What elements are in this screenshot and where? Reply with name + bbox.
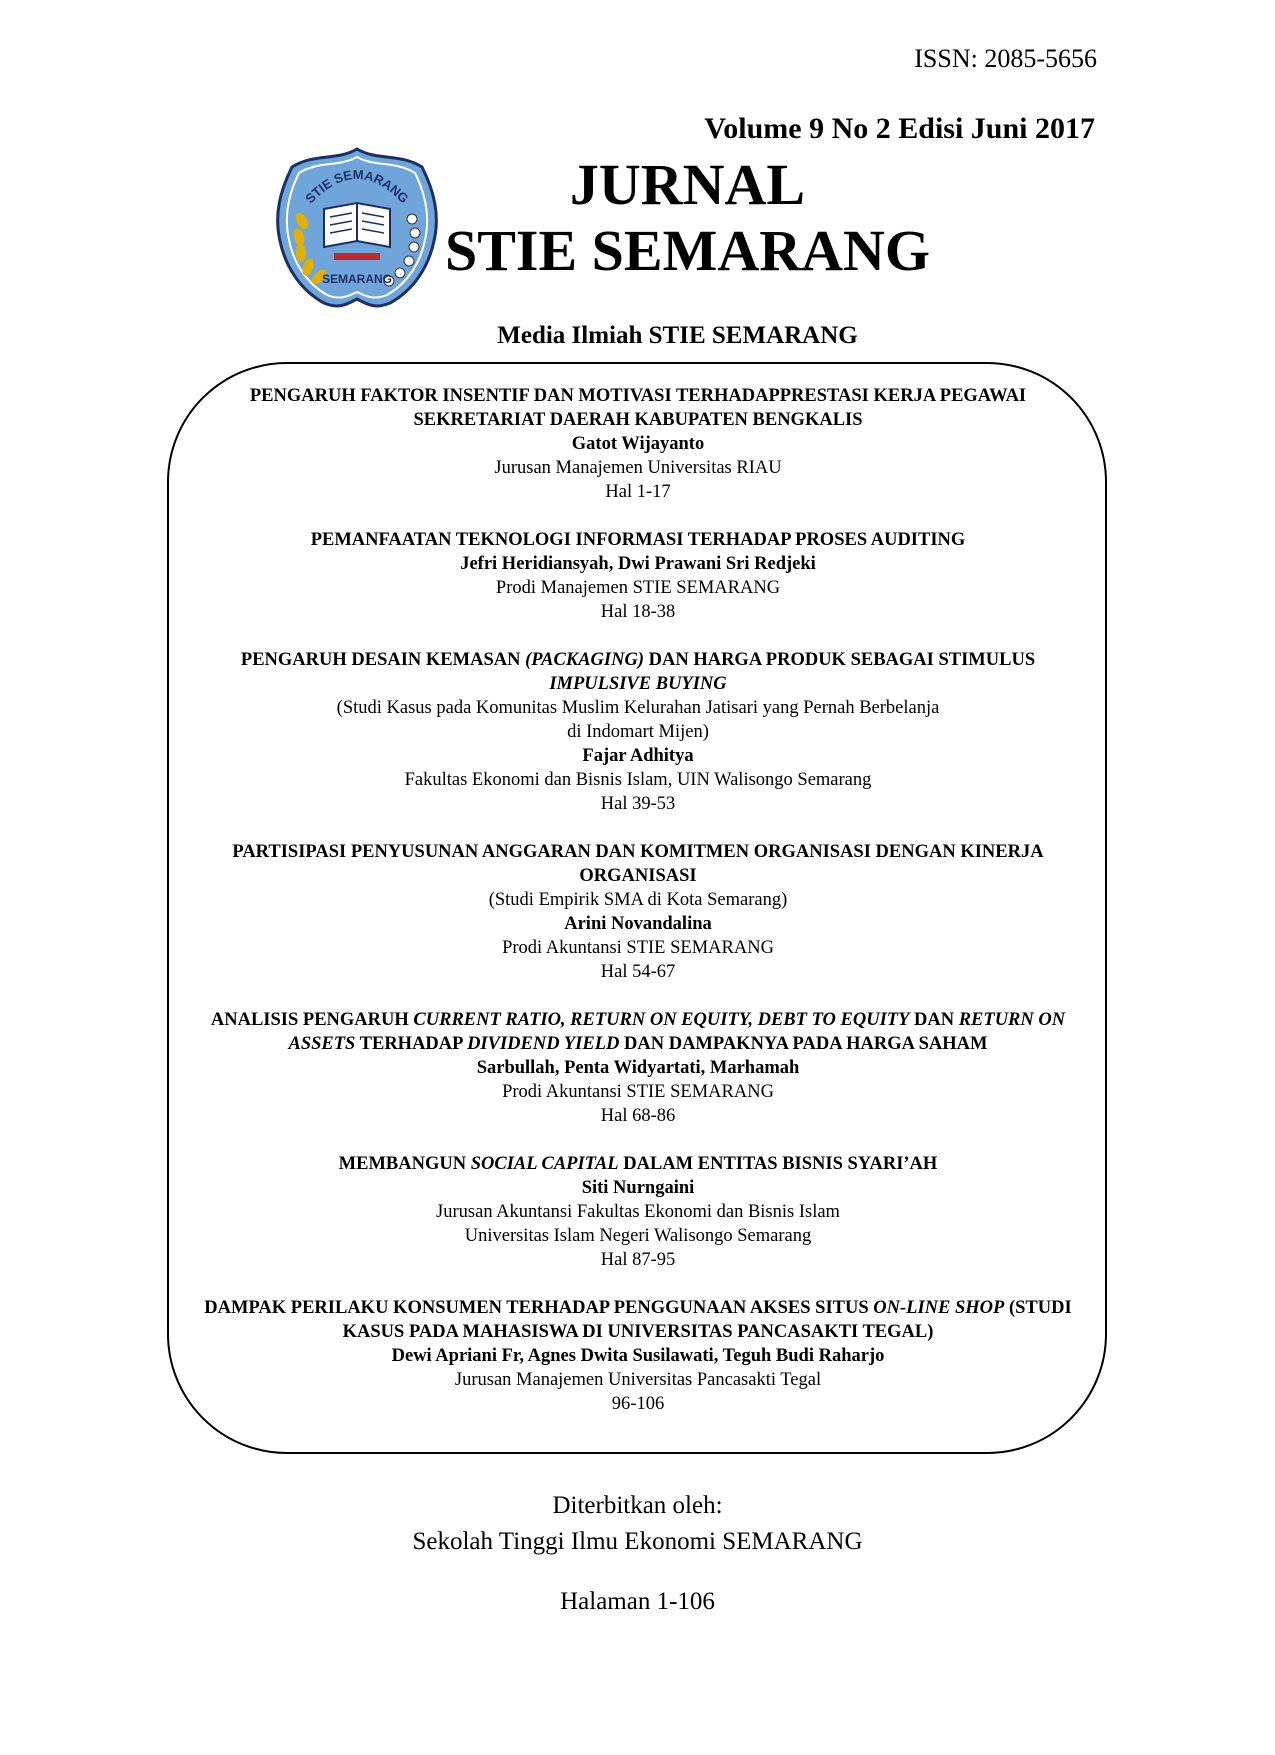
logo-bottom-text: SEMARANG: [321, 272, 393, 286]
article-entry: [200, 1296, 1076, 1416]
logo-top-text: STIE SEMARANG: [302, 166, 412, 207]
article-entry: [200, 528, 1076, 624]
article-title-part: MEMBANGUN: [338, 1154, 471, 1174]
article-subtitle: di Indomart Mijen): [567, 722, 709, 742]
article-title-part: RETURN ON ASSETS: [288, 1010, 1066, 1054]
article-authors: Arini Novandalina: [564, 914, 712, 934]
issn-number: ISSN: 2085-5656: [914, 44, 1097, 73]
article-title-part: (STUDI KASUS PADA MAHASISWA DI UNIVERSITAS PANCASAKTI TEGAL): [342, 1298, 1072, 1342]
article-authors: Jefri Heridiansyah, Dwi Prawani Sri Redjeki: [460, 554, 816, 574]
article-entry: [200, 1008, 1076, 1128]
article-affiliation: Jurusan Manajemen Universitas Pancasakti Tegal: [454, 1370, 822, 1390]
article-title-part: ANALISIS PENGARUH: [210, 1010, 414, 1030]
article-subtitle: (Studi Empirik SMA di Kota Semarang): [488, 890, 788, 910]
article-title-part: SOCIAL CAPITAL: [470, 1154, 619, 1174]
article-title: [200, 384, 1076, 432]
article-pages: Hal 1-17: [605, 482, 671, 502]
article-title: [200, 648, 1076, 696]
published-by-label: Diterbitkan oleh:: [552, 1492, 723, 1519]
article-subtitle: (Studi Kasus pada Komunitas Muslim Kelurahan Jatisari yang Pernah Berbelanja: [336, 698, 940, 718]
article-affiliation: Jurusan Manajemen Universitas RIAU: [494, 458, 782, 478]
article-affiliation: Universitas Islam Negeri Walisongo Semarang: [464, 1226, 812, 1246]
volume-edition: Volume 9 No 2 Edisi Juni 2017: [704, 112, 1095, 145]
article-pages: Hal 18-38: [600, 602, 676, 622]
article-authors: Siti Nurngaini: [581, 1178, 695, 1198]
article-title-part: TERHADAP: [355, 1034, 468, 1054]
article-title: [200, 1008, 1076, 1056]
journal-title-line2: STIE SEMARANG: [444, 218, 931, 283]
article-title-part: DAN HARGA PRODUK SEBAGAI STIMULUS: [643, 650, 1036, 670]
publisher-name: Sekolah Tinggi Ilmu Ekonomi SEMARANG: [412, 1528, 863, 1555]
article-authors: Dewi Apriani Fr, Agnes Dwita Susilawati, Teguh Budi Raharjo: [391, 1346, 885, 1366]
article-entry: [200, 1152, 1076, 1272]
article-pages: 96-106: [611, 1394, 665, 1414]
journal-title: [0, 152, 1275, 284]
article-title: [200, 1152, 1076, 1176]
article-affiliation: Fakultas Ekonomi dan Bisnis Islam, UIN Walisongo Semarang: [404, 770, 872, 790]
article-title-part: PENGARUH FAKTOR INSENTIF DAN MOTIVASI TERHADAP: [249, 386, 780, 406]
journal-title-line1: JURNAL: [569, 152, 806, 217]
article-title-part: PENGARUH DESAIN KEMASAN: [240, 650, 526, 670]
total-pages: Halaman 1-106: [560, 1588, 715, 1615]
article-title-part: ON-LINE SHOP: [873, 1298, 1005, 1318]
article-pages: Hal 68-86: [600, 1106, 676, 1126]
article-affiliation: Prodi Akuntansi STIE SEMARANG: [502, 1082, 774, 1102]
article-title: [200, 1296, 1076, 1344]
footer: [0, 1488, 1275, 1620]
article-entry: [200, 648, 1076, 816]
article-title-part: DALAM ENTITAS BISNIS SYARI’AH: [618, 1154, 938, 1174]
article-pages: Hal 54-67: [600, 962, 676, 982]
article-title-part: DAMPAK PERILAKU KONSUMEN TERHADAP PENGGUNAAN AKSES SITUS: [204, 1298, 874, 1318]
article-authors: Fajar Adhitya: [582, 746, 694, 766]
article-title-part: (PACKAGING): [525, 650, 644, 670]
article-title-part: DAN: [909, 1010, 959, 1030]
article-title-part: DAN DAMPAKNYA PADA HARGA SAHAM: [619, 1034, 988, 1054]
article-title-part: PARTISIPASI PENYUSUNAN ANGGARAN DAN KOMITMEN ORGANISASI DENGAN KINERJA ORGANISASI: [232, 842, 1044, 886]
article-entry: [200, 840, 1076, 984]
article-title-part: IMPULSIVE BUYING: [549, 674, 727, 694]
article-title-part: PRESTASI KERJA PEGAWAI SEKRETARIAT DAERAH KABUPATEN BENGKALIS: [413, 386, 1027, 430]
table-of-contents: [200, 384, 1076, 1440]
journal-subtitle: Media Ilmiah STIE SEMARANG: [497, 322, 858, 349]
article-title-part: PEMANFAATAN TEKNOLOGI INFORMASI TERHADAP PROSES AUDITING: [310, 530, 966, 550]
article-authors: Sarbullah, Penta Widyartati, Marhamah: [476, 1058, 800, 1078]
article-affiliation: Jurusan Akuntansi Fakultas Ekonomi dan Bisnis Islam: [436, 1202, 840, 1222]
article-title-part: DIVIDEND YIELD: [467, 1034, 620, 1054]
article-pages: Hal 87-95: [600, 1250, 676, 1270]
article-title: [200, 528, 1076, 552]
article-entry: [200, 384, 1076, 504]
article-pages: Hal 39-53: [600, 794, 676, 814]
article-affiliation: Prodi Akuntansi STIE SEMARANG: [502, 938, 774, 958]
article-affiliation: Prodi Manajemen STIE SEMARANG: [495, 578, 781, 598]
article-title: [200, 840, 1076, 888]
article-title-part: CURRENT RATIO, RETURN ON EQUITY, DEBT TO EQUITY: [413, 1010, 910, 1030]
article-authors: Gatot Wijayanto: [571, 434, 705, 454]
